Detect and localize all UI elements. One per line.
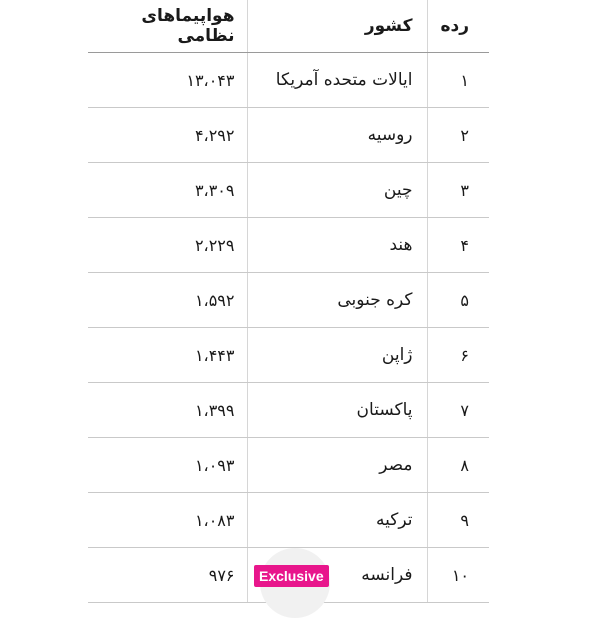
exclusive-badge[interactable]: Exclusive bbox=[254, 565, 329, 587]
cell-rank: ۲ bbox=[427, 108, 489, 163]
cell-country: ترکیه bbox=[247, 493, 427, 548]
cell-rank: ۴ bbox=[427, 218, 489, 273]
table-row bbox=[88, 383, 489, 438]
cell-planes: ۳،۳۰۹ bbox=[88, 163, 247, 218]
cell-country: پاکستان bbox=[247, 383, 427, 438]
cell-planes: ۱،۰۸۳ bbox=[88, 493, 247, 548]
cell-planes: ۹۷۶ bbox=[88, 548, 247, 603]
cell-planes: ۴،۲۹۲ bbox=[88, 108, 247, 163]
cell-country: ایالات متحده آمریکا bbox=[247, 53, 427, 108]
cell-rank: ۵ bbox=[427, 273, 489, 328]
table-row bbox=[88, 163, 489, 218]
cell-country: روسیه bbox=[247, 108, 427, 163]
cell-country: فرانسه bbox=[247, 548, 427, 603]
table-row bbox=[88, 493, 489, 548]
ranking-table-container bbox=[88, 0, 489, 603]
cell-planes: ۱،۳۹۹ bbox=[88, 383, 247, 438]
cell-rank: ۱۰ bbox=[427, 548, 489, 603]
cell-rank: ۳ bbox=[427, 163, 489, 218]
cell-rank: ۱ bbox=[427, 53, 489, 108]
cell-country: کره جنوبی bbox=[247, 273, 427, 328]
table-row bbox=[88, 218, 489, 273]
military-aircraft-ranking-table bbox=[88, 0, 489, 603]
cell-rank: ۸ bbox=[427, 438, 489, 493]
table-header-row bbox=[88, 0, 489, 53]
cell-planes: ۱،۰۹۳ bbox=[88, 438, 247, 493]
header-country: کشور bbox=[247, 0, 427, 53]
header-planes: هواپیماهای نظامی bbox=[88, 0, 247, 53]
table-row bbox=[88, 273, 489, 328]
table-row bbox=[88, 438, 489, 493]
cell-country: هند bbox=[247, 218, 427, 273]
cell-planes: ۱،۵۹۲ bbox=[88, 273, 247, 328]
table-row bbox=[88, 53, 489, 108]
cell-planes: ۱،۴۴۳ bbox=[88, 328, 247, 383]
cell-rank: ۷ bbox=[427, 383, 489, 438]
cell-country: مصر bbox=[247, 438, 427, 493]
table-row bbox=[88, 328, 489, 383]
cell-rank: ۶ bbox=[427, 328, 489, 383]
cell-planes: ۲،۲۲۹ bbox=[88, 218, 247, 273]
cell-planes: ۱۳،۰۴۳ bbox=[88, 53, 247, 108]
table-row bbox=[88, 108, 489, 163]
cell-rank: ۹ bbox=[427, 493, 489, 548]
cell-country: ژاپن bbox=[247, 328, 427, 383]
cell-country: چین bbox=[247, 163, 427, 218]
header-rank: رده bbox=[427, 0, 489, 53]
